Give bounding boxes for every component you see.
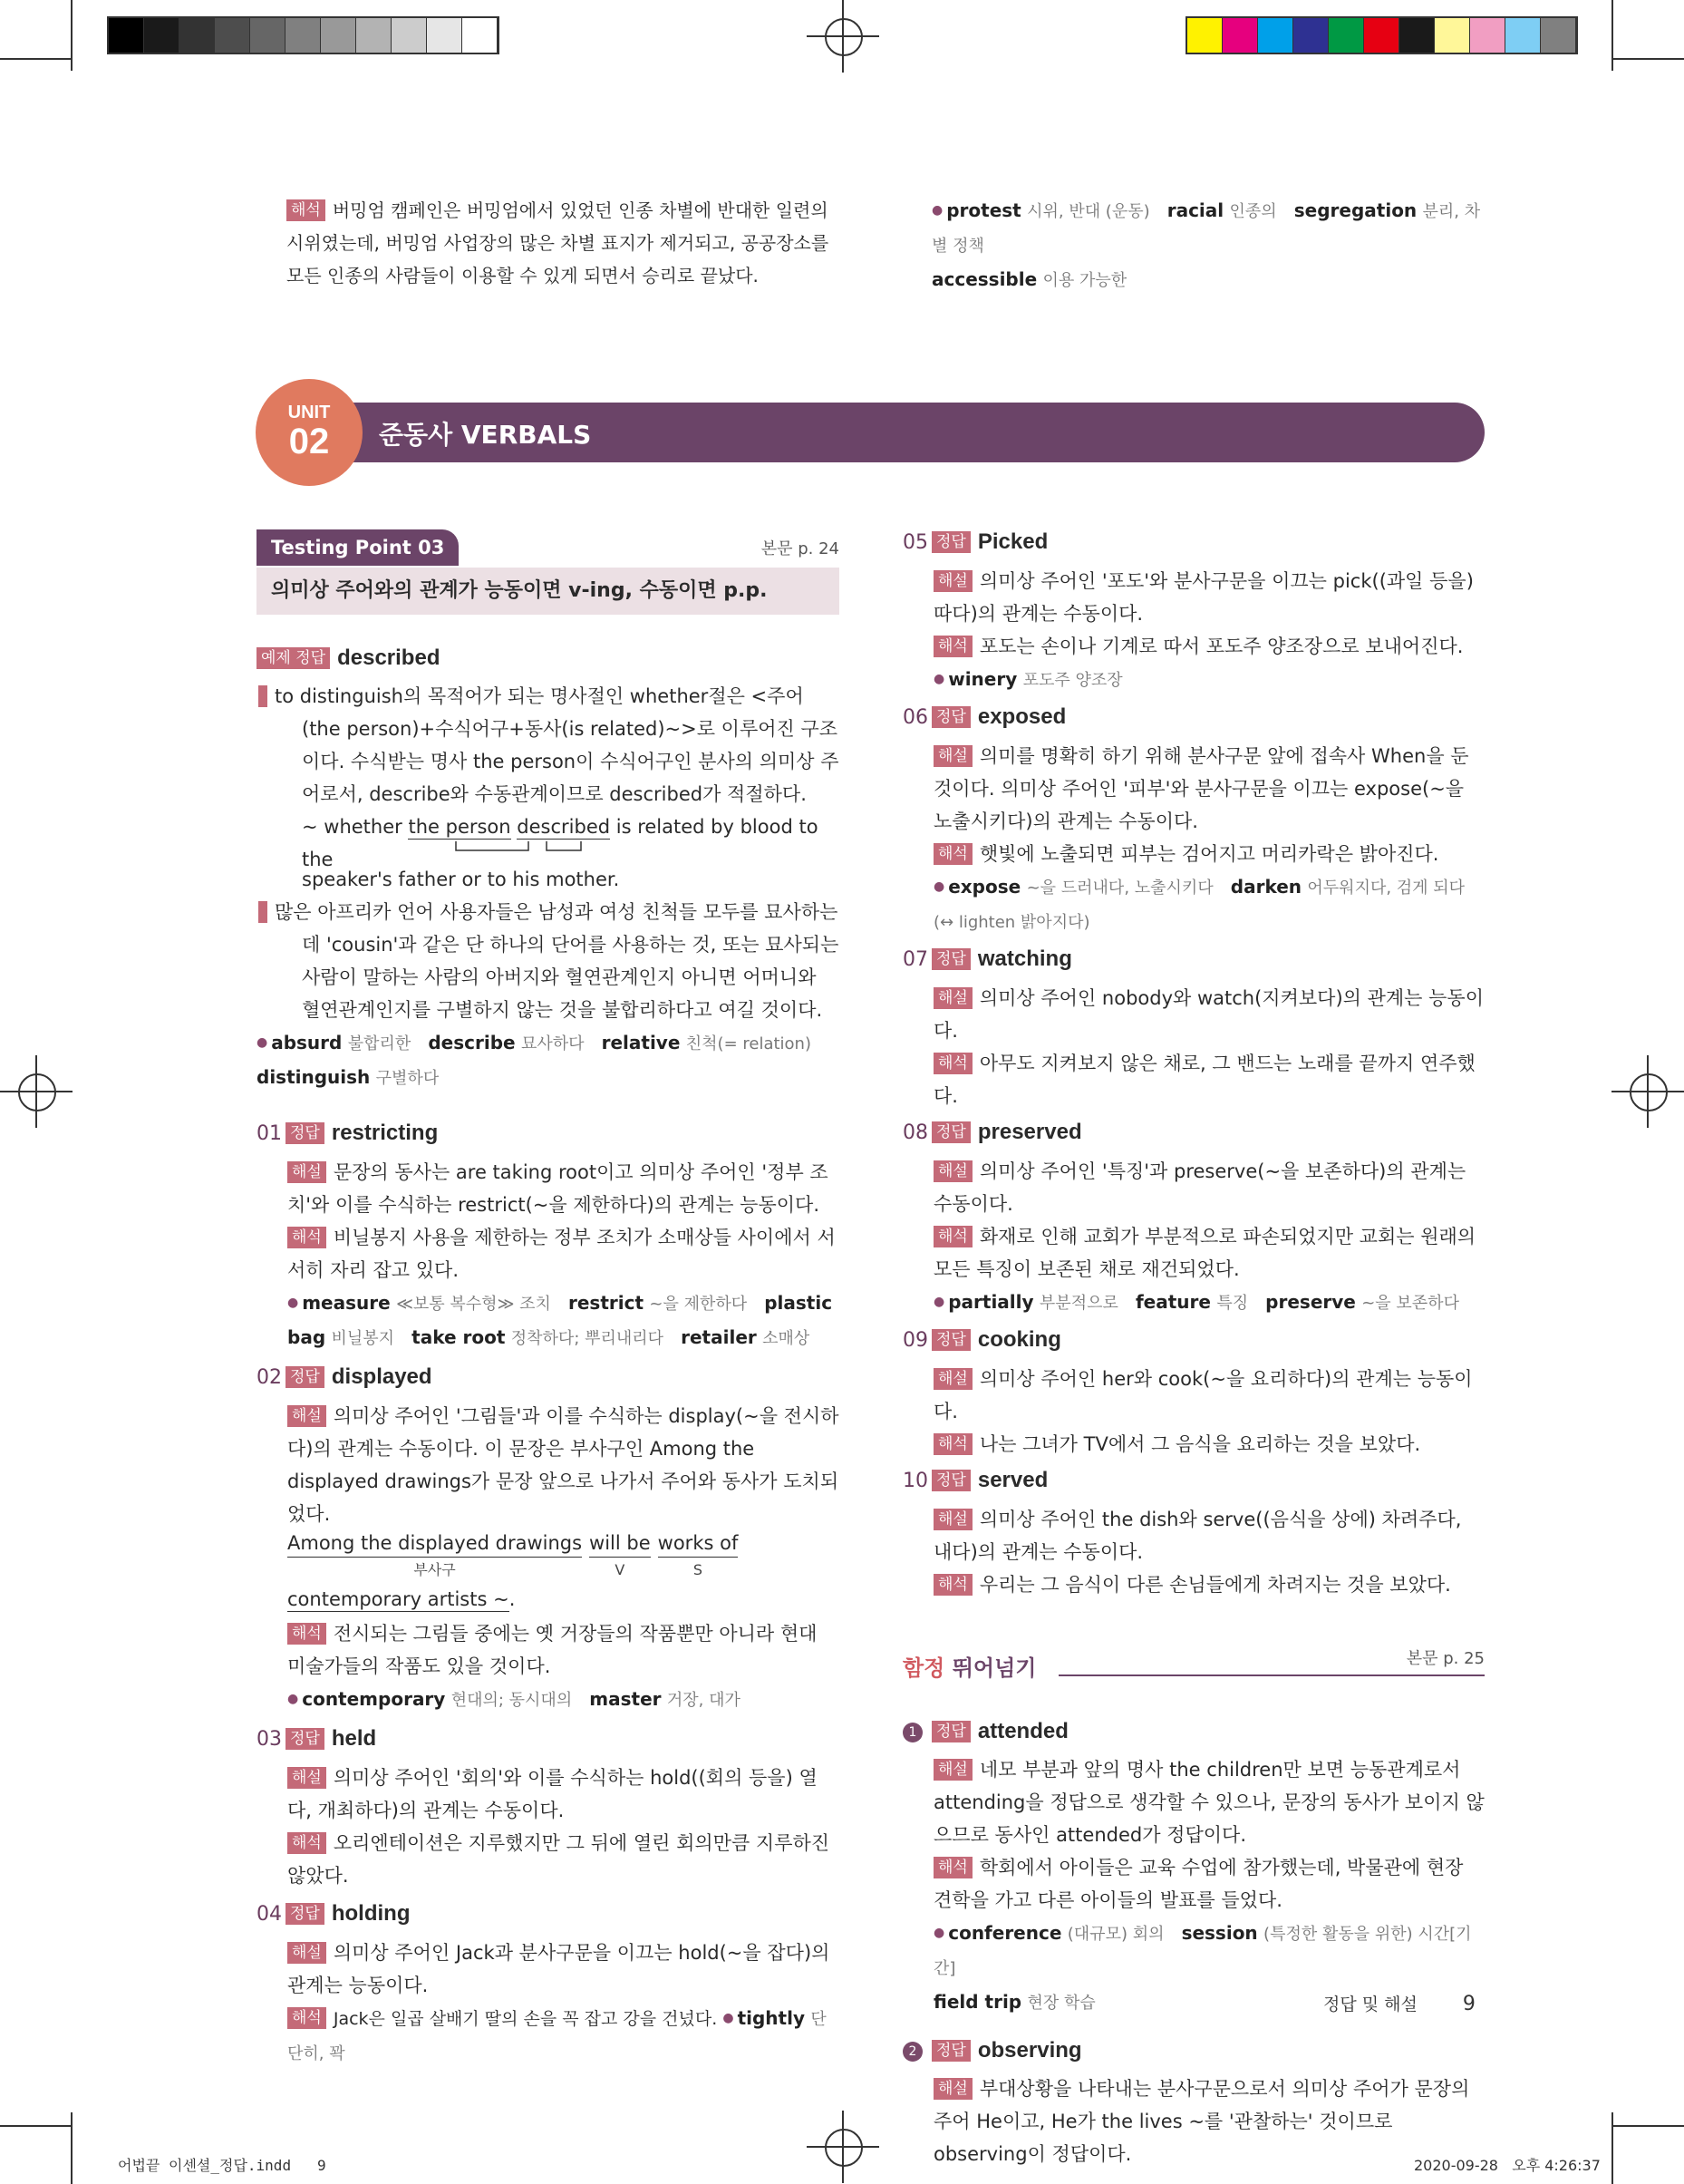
example-answer: described bbox=[337, 645, 440, 670]
diagram-phrase: will be bbox=[589, 1530, 651, 1558]
translation-text: 버밍엄 캠페인은 버밍엄에서 있었던 인종 차별에 반대한 일련의 시위였는데, 버밍엄 사업장의 많은 차별 표지가 제거되고, 공공장소를 모든 인종의 사람들이 이용할 수 있게 되면서 승리로 끝났다. bbox=[286, 199, 829, 286]
example-answer-tag: 예제 정답 bbox=[256, 647, 330, 669]
vocab-meaning: 소매상 bbox=[762, 1329, 810, 1348]
answer-tag: 정답 bbox=[932, 706, 971, 728]
answer: served bbox=[977, 1468, 1049, 1492]
page-ref: 본문 p. 24 bbox=[760, 539, 839, 558]
trans-tag: 해석 bbox=[287, 2007, 326, 2029]
vocab-meaning: 구별하다 bbox=[375, 1069, 440, 1088]
answer: attended bbox=[977, 1719, 1069, 1743]
diagram-phrase: Among the displayed drawings bbox=[287, 1530, 582, 1558]
color-swatch bbox=[321, 18, 356, 53]
diagram-text: speaker's father or to his mother. bbox=[302, 869, 620, 890]
vocab-meaning: 현대의; 동시대의 bbox=[450, 1691, 573, 1710]
vocab-word: relative bbox=[601, 1032, 681, 1053]
exp-tag: 해설 bbox=[934, 1160, 973, 1182]
explanation: 의미상 주어인 '그림들'과 이를 수식하는 display(~을 전시하다)의 관계는 수동이다. 이 문장은 부사구인 Among the displayed drawings가 문장 앞으로 나가서 주어와 동사가 도치되었다. bbox=[287, 1405, 839, 1525]
answer: preserved bbox=[977, 1120, 1082, 1144]
translation: 포도는 손이나 기계로 따서 포도주 양조장으로 보내어진다. bbox=[979, 636, 1464, 657]
vocab-meaning: 현장 학습 bbox=[1027, 1994, 1096, 2013]
answer-tag: 정답 bbox=[286, 1366, 324, 1388]
exp-tag: 해설 bbox=[287, 1405, 326, 1427]
translation: 햇빛에 노출되면 피부는 검어지고 머리카락은 밝아진다. bbox=[979, 843, 1439, 865]
color-swatch bbox=[1364, 18, 1399, 53]
exp-tag: 해설 bbox=[934, 1368, 973, 1390]
vocab-word: session bbox=[1181, 1922, 1258, 1944]
color-swatch bbox=[1258, 18, 1293, 53]
vocab-word: tightly bbox=[737, 2007, 805, 2029]
answer: displayed bbox=[331, 1364, 432, 1389]
vocab-word: measure bbox=[302, 1292, 391, 1314]
color-swatch bbox=[179, 18, 215, 53]
diagram-participle: described bbox=[517, 816, 611, 838]
answer: Picked bbox=[977, 529, 1049, 554]
vocab-word: winery bbox=[948, 668, 1018, 690]
vocab-list: ● partially 부분적으로 feature 특징 preserve ~을 보존하다 bbox=[934, 1291, 1459, 1313]
vocab-meaning: ~을 드러내다, 노출시키다 bbox=[1026, 878, 1214, 898]
page-ref: 본문 p. 25 bbox=[1406, 1649, 1485, 1668]
color-swatch bbox=[1399, 18, 1435, 53]
color-swatch-bar bbox=[1186, 16, 1578, 54]
crop-mark bbox=[71, 0, 73, 71]
exp-tag: 해설 bbox=[287, 1161, 326, 1183]
exp-tag: 해설 bbox=[934, 2078, 973, 2100]
explanation: 의미상 주어인 '특징'과 preserve(~을 보존하다)의 관계는 수동이다. bbox=[934, 1160, 1466, 1215]
vocab-meaning: 비닐봉지 bbox=[331, 1329, 395, 1348]
answer: holding bbox=[331, 1901, 411, 1926]
vocab-meaning: 거장, 대가 bbox=[666, 1691, 740, 1710]
color-swatch bbox=[462, 18, 498, 53]
trans-tag: 해석 bbox=[287, 1832, 326, 1854]
translation: 학회에서 아이들은 교육 수업에 참가했는데, 박물관에 현장 견학을 가고 다른 아이들의 발표를 들었다. bbox=[934, 1857, 1464, 1911]
trans-tag: 해석 bbox=[934, 1053, 973, 1074]
translation: 오리엔테이션은 지루했지만 그 뒤에 열린 회의만큼 지루하진 않았다. bbox=[287, 1832, 830, 1887]
diagram-phrase: contemporary artists ~ bbox=[287, 1588, 509, 1610]
vocab-meaning: 친척(= relation) bbox=[685, 1034, 811, 1053]
exp-tag: 해설 bbox=[934, 987, 973, 1009]
item-number: 06 bbox=[903, 706, 928, 729]
vocab-meaning: 단단히, 꽉 bbox=[287, 2010, 827, 2063]
explanation: 의미상 주어인 '포도'와 분사구문을 이끄는 pick((과일 등을) 따다)의 관계는 수동이다. bbox=[934, 570, 1474, 625]
trap-title-accent: 함정 bbox=[903, 1655, 945, 1681]
diagram-label: 부사구 bbox=[413, 1561, 456, 1578]
slug-filename: 어법끝 이센셜_정답.indd 9 bbox=[118, 2157, 326, 2174]
vocab-word: feature bbox=[1135, 1291, 1211, 1313]
structure-diagram: Among the displayed drawings 부사구 will be V works of S contemporary artists ~. bbox=[287, 1532, 739, 1610]
vocab-meaning: ~을 보존하다 bbox=[1361, 1294, 1459, 1313]
translation-tag: 해석 bbox=[286, 199, 325, 221]
vocab-list: ● measure ≪보통 복수형≫ 조치 restrict ~을 제한하다 plastic bag 비닐봉지 take root 정착하다; 뿌리내리다 retailer 소매상 bbox=[287, 1292, 833, 1348]
top-vocab: ● protest 시위, 반대 (운동) racial 인종의 segregation 분리, 차별 정책 accessible 이용 가능한 bbox=[932, 199, 1481, 290]
vocab-word: partially bbox=[948, 1291, 1034, 1313]
vocab-meaning: (특정한 활동을 위한) 시간[기간] bbox=[934, 1925, 1472, 1978]
vocab-word: segregation bbox=[1293, 199, 1418, 221]
color-swatch bbox=[1223, 18, 1258, 53]
vocab-meaning: 인종의 bbox=[1229, 202, 1277, 221]
vocab-word: describe bbox=[428, 1032, 516, 1053]
vocab-meaning: 묘사하다 bbox=[520, 1034, 585, 1053]
vocab-word: field trip bbox=[934, 1991, 1022, 2013]
trans-tag: 해석 bbox=[934, 1226, 973, 1247]
explanation: 의미상 주어인 her와 cook(~을 요리하다)의 관계는 능동이다. bbox=[934, 1368, 1473, 1422]
item-number: 09 bbox=[903, 1329, 928, 1352]
translation: 화재로 인해 교회가 부분적으로 파손되었지만 교회는 원래의 모든 특징이 보존된 채로 재건되었다. bbox=[934, 1226, 1476, 1280]
trans-tag: 해석 bbox=[934, 636, 973, 657]
unit-title-bar bbox=[299, 403, 1485, 462]
crop-mark bbox=[1613, 58, 1684, 60]
unit-number: 02 bbox=[288, 422, 330, 461]
translation: 아무도 지켜보지 않은 채로, 그 밴드는 노래를 끝까지 연주했다. bbox=[934, 1053, 1476, 1107]
exp-tag: 해설 bbox=[287, 1942, 326, 1964]
trans-tag: 해석 bbox=[287, 1623, 326, 1645]
answer: exposed bbox=[977, 704, 1067, 729]
vocab-list: ● absurd 불합리한 describe 묘사하다 relative 친척(= relation) distinguish 구별하다 bbox=[256, 1032, 811, 1088]
vocab-list: ● conference (대규모) 회의 session (특정한 활동을 위한) 시간[기간] field trip 현장 학습 bbox=[934, 1922, 1472, 2013]
vocab-word: darken bbox=[1230, 876, 1302, 898]
registration-mark bbox=[0, 1055, 73, 1128]
color-swatch bbox=[392, 18, 427, 53]
vocab-meaning: 특징 bbox=[1216, 1294, 1249, 1313]
item-number: 01 bbox=[256, 1122, 282, 1145]
explanation: 의미상 주어인 Jack과 분사구문을 이끄는 hold(~을 잡다)의 관계는 능동이다. bbox=[287, 1942, 830, 1996]
color-swatch bbox=[1541, 18, 1576, 53]
color-swatch bbox=[250, 18, 286, 53]
explanation: 부대상황을 나타내는 분사구문으로서 의미상 주어가 문장의 주어 He이고, He가 the lives ~를 '관찰하는' 것이므로 observing이 정답이다. bbox=[934, 2078, 1470, 2165]
trans-tag: 해석 bbox=[258, 901, 267, 923]
page-number: 9 bbox=[1462, 1993, 1476, 2015]
vocab-meaning: ≪보통 복수형≫ 조치 bbox=[396, 1295, 551, 1314]
diagram-phrase: works of bbox=[658, 1530, 739, 1558]
vocab-word: distinguish bbox=[256, 1066, 371, 1088]
left-column: Testing Point 03 본문 p. 24 의미상 주어와의 관계가 능동이면 v-ing, 수동이면 p.p. 예제 정답 described 해설 to distinguish의 목적어가 되는 명사절인 whether절은 <주어(the person)+수식어구+동사(is related)~>로 이루어진 구조이다. 수식받는 명사 the person이 수식어구인 분사의 의미상 주어로서, describe와 수동관계이므로 described가 적절하다. ~ whether the person described is related by blood to the speaker's father or to his mother. 해석 많은 아프리카 언어 사용자들은 남성과 여성 친척들 모두를 묘사하는 데 'cousin'과 같은 단 하나의 단어를 사용하는 것, 또는 묘사되는 사람이 말하는 사람의 아버지와 혈연관계인지 아니면 어머니와 혈연관계인지를 구별하지 않는 것을 불합리하다고 여길 것이다. ● absurd 불합리한 describe 묘사하다 relative 친척(= relation) distinguish 구별하다 01 정답 restricting 해설 문장의 동사는 are taking root이고 의미상 주어인 '정부 조치'와 이를 수식하는 restrict(~을 제한하다)의 관계는 능동이다. 해석 비닐봉지 사용을 제한하는 정부 조치가 소매상들 사이에서 서서히 자리 잡고 있다. ● measure ≪보통 복수형≫ 조치 restrict ~을 제한하다 plastic bag 비닐봉지 take root 정착하다; 뿌리내리다 retailer 소매상 02 정답 displayed 해설 의미상 주어인 '그림들'과 이를 수식하는 display(~을 전시하다)의 관계는 수동이다. 이 문장은 부사구인 Among the displayed drawings가 문장 앞으로 나가서 주어와 동사가 도치되었다. Among the displayed drawings 부사구 will be V works of S contemporary artists ~. 해석 전시되는 그림들 중에는 옛 거장들의 작품뿐만 아니라 현대 미술가들의 작품도 있을 것이다. ● contemporary 현대의; 동시대의 master 거장, 대가 03 정답 held 해설 의미상 주어인 '회의'와 이를 수식하는 hold((회의 등을) 열다, 개최하다)의 관계는 수동이다. 해석 오리엔테이션은 지루했지만 그 뒤에 열린 회의만큼 지루하진 않았다. 04 정답 holding 해설 의미상 주어인 Jack과 분사구문을 이끄는 hold(~을 잡다)의 관계는 능동이다. 해석 Jack은 일곱 살배기 딸의 손을 꼭 잡고 강을 건넜다. ● tightly 단단히, 꽉 bbox=[256, 529, 839, 2071]
vocab-meaning: 이용 가능한 bbox=[1042, 271, 1128, 290]
vocab-word: retailer bbox=[681, 1326, 757, 1348]
answer-tag: 정답 bbox=[932, 948, 971, 970]
color-swatch bbox=[427, 18, 462, 53]
trans-tag: 해석 bbox=[934, 1857, 973, 1878]
crop-mark bbox=[1611, 2112, 1613, 2184]
vocab-word: racial bbox=[1166, 199, 1224, 221]
answer: restricting bbox=[331, 1121, 439, 1145]
trans-tag: 해석 bbox=[934, 1574, 973, 1596]
translation: 비닐봉지 사용을 제한하는 정부 조치가 소매상들 사이에서 서서히 자리 잡고 있다. bbox=[287, 1227, 836, 1281]
color-swatch bbox=[356, 18, 392, 53]
gray-swatch-bar bbox=[107, 16, 499, 54]
trap-item-number: 1 bbox=[903, 1723, 923, 1742]
diagram-text: ~ whether bbox=[302, 816, 402, 838]
vocab-meaning: (대규모) 회의 bbox=[1067, 1925, 1165, 1944]
diagram-arrow bbox=[447, 840, 592, 858]
crop-mark bbox=[0, 2125, 71, 2127]
vocab-word: master bbox=[589, 1688, 662, 1710]
vocab-word: absurd bbox=[271, 1032, 343, 1053]
explanation: 문장의 동사는 are taking root이고 의미상 주어인 '정부 조치'와 이를 수식하는 restrict(~을 제한하다)의 관계는 능동이다. bbox=[287, 1161, 828, 1216]
vocab-word: contemporary bbox=[302, 1688, 446, 1710]
footer-section: 정답 및 해설 bbox=[1323, 1995, 1418, 2014]
registration-mark bbox=[807, 2111, 879, 2183]
vocab-meaning: 부분적으로 bbox=[1039, 1294, 1118, 1313]
crop-mark bbox=[0, 58, 71, 60]
vocab-word: plastic bag bbox=[287, 1292, 833, 1348]
answer-tag: 정답 bbox=[932, 1329, 971, 1351]
vocab-word: take root bbox=[411, 1326, 506, 1348]
vocab-word: conference bbox=[948, 1922, 1062, 1944]
color-swatch bbox=[1187, 18, 1223, 53]
trans-tag: 해석 bbox=[934, 1433, 973, 1455]
top-translation bbox=[286, 194, 839, 292]
answer: held bbox=[331, 1726, 377, 1751]
example-explanation: to distinguish의 목적어가 되는 명사절인 whether절은 <주어(the person)+수식어구+동사(is related)~>로 이루어진 구조이다. 수식받는 명사 the person이 수식어구인 분사의 의미상 주어로서, describe와 수동관계이므로 described가 적절하다. bbox=[275, 685, 839, 805]
item-number: 03 bbox=[256, 1728, 282, 1751]
vocab-word: preserve bbox=[1265, 1291, 1356, 1313]
exp-tag: 해설 bbox=[287, 1767, 326, 1789]
crop-mark bbox=[1611, 0, 1613, 71]
vocab-list: ● expose ~을 드러내다, 노출시키다 darken 어두워지다, 검게 되다 (↔ lighten 밝아지다) bbox=[934, 876, 1466, 932]
item-number: 02 bbox=[256, 1366, 282, 1389]
explanation: 네모 부분과 앞의 명사 the children만 보면 능동관계로서 attending을 정답으로 생각할 수 있으나, 문장의 동사가 보이지 않으므로 동사인 attended가 정답이다. bbox=[934, 1759, 1485, 1846]
vocab-meaning: ~을 제한하다 bbox=[649, 1295, 748, 1314]
registration-mark bbox=[1611, 1055, 1684, 1128]
color-swatch bbox=[144, 18, 179, 53]
exp-tag: 해설 bbox=[258, 685, 267, 707]
unit-badge bbox=[256, 379, 363, 486]
diagram-label: V bbox=[615, 1561, 625, 1578]
vocab-meaning: 포도주 양조장 bbox=[1022, 671, 1123, 690]
color-swatch bbox=[215, 18, 250, 53]
vocab-list: ● winery 포도주 양조장 bbox=[934, 668, 1123, 690]
vocab-meaning: 불합리한 bbox=[347, 1034, 411, 1053]
vocab-meaning: 어두워지다, 검게 되다 (↔ lighten 밝아지다) bbox=[934, 878, 1466, 932]
answer-tag: 정답 bbox=[286, 1903, 324, 1925]
trans-tag: 해석 bbox=[934, 843, 973, 865]
translation: 전시되는 그림들 중에는 옛 거장들의 작품뿐만 아니라 현대 미술가들의 작품도 있을 것이다. bbox=[287, 1623, 818, 1677]
item-number: 05 bbox=[903, 531, 928, 554]
item-number: 07 bbox=[903, 948, 928, 971]
slug-timestamp: 2020-09-28 오후 4:26:37 bbox=[1414, 2157, 1601, 2174]
exp-tag: 해설 bbox=[934, 570, 973, 592]
vocab-word: restrict bbox=[568, 1292, 644, 1314]
exp-tag: 해설 bbox=[934, 1759, 973, 1781]
exp-tag: 해설 bbox=[934, 745, 973, 767]
color-swatch bbox=[1505, 18, 1541, 53]
vocab-word: protest bbox=[946, 199, 1021, 221]
answer-tag: 정답 bbox=[932, 1121, 971, 1143]
vocab-meaning: 분리, 차별 정책 bbox=[932, 202, 1481, 256]
answer-tag: 정답 bbox=[932, 1470, 971, 1491]
color-swatch bbox=[1329, 18, 1364, 53]
translation: Jack은 일곱 살배기 딸의 손을 꼭 잡고 강을 건넜다. bbox=[333, 2009, 718, 2029]
answer-tag: 정답 bbox=[932, 1721, 971, 1742]
example-translation: 많은 아프리카 언어 사용자들은 남성과 여성 친척들 모두를 묘사하는 데 'cousin'과 같은 단 하나의 단어를 사용하는 것, 또는 묘사되는 사람이 말하는 사람의 아버지와 혈연관계인지 아니면 어머니와 혈연관계인지를 구별하지 않는 것을 불합리하다고 여길 것이다. bbox=[275, 901, 839, 1021]
vocab-meaning: 정착하다; 뿌리내리다 bbox=[510, 1329, 664, 1348]
vocab-list: ● contemporary 현대의; 동시대의 master 거장, 대가 bbox=[287, 1688, 740, 1710]
answer: observing bbox=[977, 2038, 1082, 2063]
answer-tag: 정답 bbox=[932, 2040, 971, 2062]
answer: cooking bbox=[977, 1327, 1061, 1352]
item-number: 04 bbox=[256, 1903, 282, 1926]
explanation: 의미상 주어인 the dish와 serve((음식을 상에) 차려주다, 내다)의 관계는 수동이다. bbox=[934, 1509, 1462, 1563]
vocab-meaning: 시위, 반대 (운동) bbox=[1027, 202, 1150, 221]
answer-tag: 정답 bbox=[286, 1122, 324, 1144]
trap-item-number: 2 bbox=[903, 2042, 923, 2062]
color-swatch bbox=[1470, 18, 1505, 53]
crop-mark bbox=[1613, 2125, 1684, 2127]
color-swatch bbox=[286, 18, 321, 53]
trap-section-header bbox=[903, 1649, 1485, 1697]
unit-label: UNIT bbox=[287, 403, 331, 422]
trans-tag: 해석 bbox=[287, 1227, 326, 1248]
color-swatch bbox=[109, 18, 144, 53]
crop-mark bbox=[71, 2112, 73, 2184]
right-column bbox=[903, 526, 1485, 2170]
registration-mark bbox=[807, 0, 879, 73]
diagram-label: S bbox=[692, 1561, 703, 1578]
item-number: 10 bbox=[903, 1470, 928, 1492]
translation: 우리는 그 음식이 다른 손님들에게 차려지는 것을 보았다. bbox=[979, 1574, 1451, 1596]
vocab-word: expose bbox=[948, 876, 1021, 898]
testing-point-label: Testing Point 03 bbox=[256, 529, 459, 566]
color-swatch bbox=[1435, 18, 1470, 53]
diagram-subject: the person bbox=[408, 816, 511, 838]
page-footer bbox=[1323, 1991, 1476, 2015]
translation: 나는 그녀가 TV에서 그 음식을 요리하는 것을 보았다. bbox=[979, 1433, 1421, 1455]
vocab-word: accessible bbox=[932, 268, 1038, 290]
answer-tag: 정답 bbox=[932, 531, 971, 553]
diagram-text: is related by blood to the bbox=[302, 816, 818, 870]
exp-tag: 해설 bbox=[934, 1509, 973, 1530]
item-number: 08 bbox=[903, 1121, 928, 1144]
explanation: 의미를 명확히 하기 위해 분사구문 앞에 접속사 When을 둔 것이다. 의미상 주어인 '피부'와 분사구문을 이끄는 expose(~을 노출시키다)의 관계는 수동이다. bbox=[934, 745, 1469, 832]
color-swatch bbox=[1293, 18, 1329, 53]
testing-point-subtitle: 의미상 주어와의 관계가 능동이면 v-ing, 수동이면 p.p. bbox=[256, 568, 839, 615]
explanation: 의미상 주어인 nobody와 watch(지켜보다)의 관계는 능동이다. bbox=[934, 987, 1484, 1042]
trap-title: 뛰어넘기 bbox=[952, 1655, 1037, 1681]
answer-tag: 정답 bbox=[286, 1728, 324, 1750]
answer: watching bbox=[977, 946, 1072, 971]
explanation: 의미상 주어인 '회의'와 이를 수식하는 hold((회의 등을) 열다, 개최하다)의 관계는 수동이다. bbox=[287, 1767, 818, 1821]
unit-title: 준동사 VERBALS bbox=[379, 420, 592, 450]
